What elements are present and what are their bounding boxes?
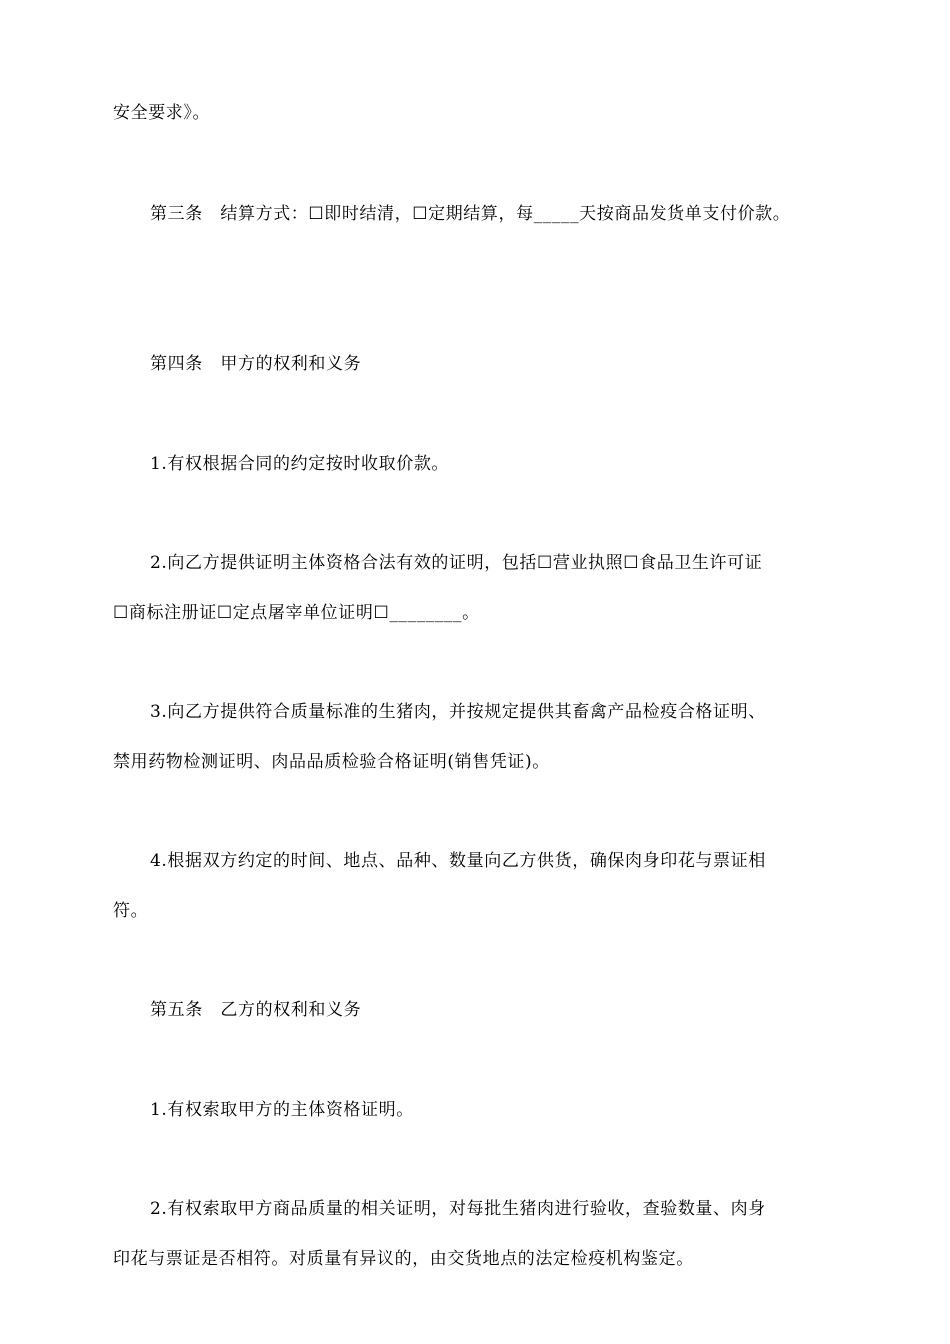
article-3-settlement: 第三条 结算方式：☐即时结清，☐定期结算，每_____天按商品发货单支付价款。 xyxy=(150,204,791,224)
article-4-item-3-line-1: 3.向乙方提供符合质量标准的生猪肉，并按规定提供其畜禽产品检疫合格证明、 xyxy=(150,702,766,722)
article-4-item-1: 1.有权根据合同的约定按时收取价款。 xyxy=(150,454,450,474)
article-4-item-2-line-1: 2.向乙方提供证明主体资格合法有效的证明，包括☐营业执照☐食品卫生许可证 xyxy=(150,553,763,573)
article-4-item-4-line-1: 4.根据双方约定的时间、地点、品种、数量向乙方供货，确保肉身印花与票证相 xyxy=(150,851,766,871)
article-5-item-2-line-2: 印花与票证是否相符。对质量有异议的，由交货地点的法定检疫机构鉴定。 xyxy=(113,1249,694,1269)
text-line-safety-requirements: 安全要求》。 xyxy=(113,103,211,123)
article-4-item-2-line-2: ☐商标注册证☐定点屠宰单位证明☐________。 xyxy=(113,603,480,623)
article-4-item-3-line-2: 禁用药物检测证明、肉品品质检验合格证明(销售凭证)。 xyxy=(113,752,550,772)
article-5-item-1: 1.有权索取甲方的主体资格证明。 xyxy=(150,1100,414,1120)
article-5-heading: 第五条 乙方的权利和义务 xyxy=(150,1000,362,1020)
article-5-item-2-line-1: 2.有权索取甲方商品质量的相关证明，对每批生猪肉进行验收，查验数量、肉身 xyxy=(150,1199,766,1219)
article-4-item-4-line-2: 符。 xyxy=(113,901,149,921)
article-4-heading: 第四条 甲方的权利和义务 xyxy=(150,354,362,374)
